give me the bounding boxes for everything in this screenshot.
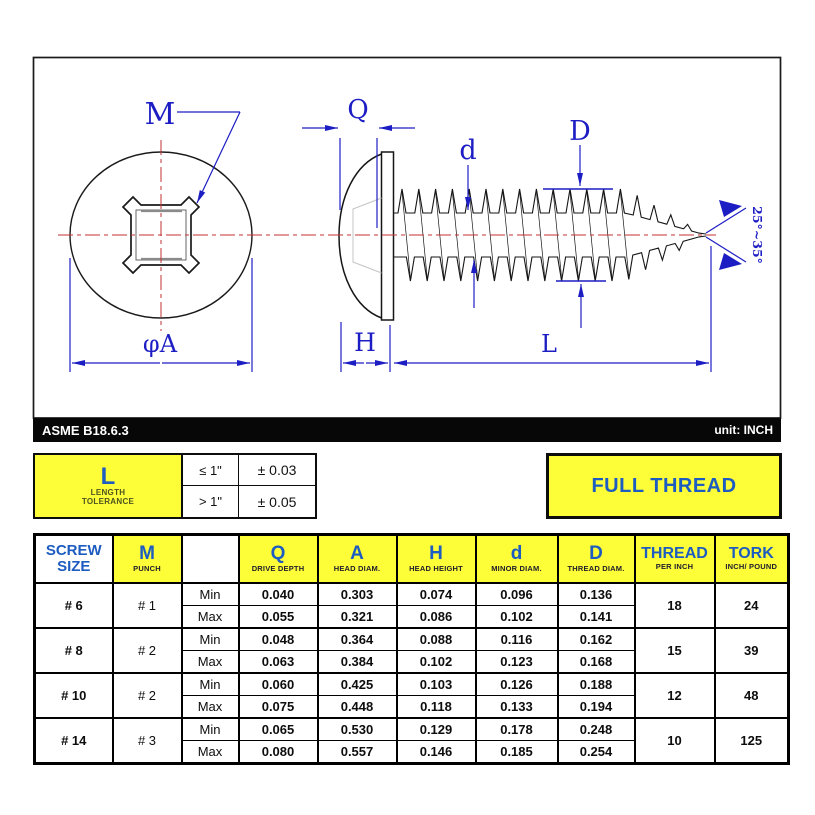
tolerance-label-line1: LENGTH bbox=[90, 488, 126, 497]
table-row-14-min: # 14 # 3 Min 0.065 0.530 0.129 0.178 0.248 10 125 bbox=[35, 718, 789, 741]
tolerance-symbol: L bbox=[100, 463, 116, 490]
label-minor-diam: d bbox=[459, 135, 477, 166]
table-row-6-min: # 6 # 1 Min 0.040 0.303 0.074 0.096 0.136 18 24 bbox=[35, 583, 789, 606]
header-thread-diam: D THREAD DIAM. bbox=[558, 535, 635, 584]
header-blank bbox=[182, 535, 239, 584]
standard-label: ASME B18.6.3 bbox=[42, 423, 129, 438]
label-drive-depth: Q bbox=[347, 95, 369, 125]
label-punch: M bbox=[144, 97, 176, 132]
tolerance-condition-1: ≤ 1" bbox=[183, 455, 239, 486]
header-drive-depth: Q DRIVE DEPTH bbox=[239, 535, 318, 584]
head-washer-face bbox=[382, 152, 394, 320]
spec-table bbox=[33, 533, 790, 765]
tolerance-symbol-cell bbox=[35, 455, 183, 517]
table-header-row bbox=[35, 535, 789, 584]
label-thread-diam: D bbox=[569, 116, 591, 147]
unit-label: unit: INCH bbox=[714, 423, 773, 437]
table-row-8-max: Max 0.063 0.384 0.102 0.123 0.168 bbox=[35, 651, 789, 674]
title-bar bbox=[33, 418, 781, 442]
header-tork: TORK INCH/ POUND bbox=[715, 535, 789, 584]
header-head-height: H HEAD HEIGHT bbox=[397, 535, 476, 584]
label-head-height: H bbox=[354, 328, 376, 357]
full-thread-badge: FULL THREAD bbox=[546, 453, 782, 519]
table-row-8-min: # 8 # 2 Min 0.048 0.364 0.088 0.116 0.162 15 39 bbox=[35, 628, 789, 651]
label-length: L bbox=[541, 330, 557, 358]
table-row-10-max: Max 0.075 0.448 0.118 0.133 0.194 bbox=[35, 696, 789, 719]
tolerance-value-1: ± 0.03 bbox=[239, 455, 315, 486]
label-head-diam: φA bbox=[142, 330, 178, 358]
tolerance-values bbox=[183, 455, 315, 517]
header-thread-per-inch: THREAD PER INCH bbox=[635, 535, 715, 584]
tolerance-value-2: ± 0.05 bbox=[257, 493, 297, 510]
table-row-6-max: Max 0.055 0.321 0.086 0.102 0.141 bbox=[35, 606, 789, 629]
tolerance-condition-2: > 1" bbox=[183, 486, 239, 517]
label-point-angle: 25°~35° bbox=[750, 206, 765, 264]
length-tolerance-box bbox=[33, 453, 317, 519]
header-minor-diam: d MINOR DIAM. bbox=[476, 535, 558, 584]
table-row-14-max: Max 0.080 0.557 0.146 0.185 0.254 bbox=[35, 741, 789, 764]
header-punch: M PUNCH bbox=[113, 535, 182, 584]
header-head-diam: A HEAD DIAM. bbox=[318, 535, 397, 584]
header-screw-size: SCREW SIZE bbox=[35, 535, 113, 584]
table-row-10-min: # 10 # 2 Min 0.060 0.425 0.103 0.126 0.188 12 48 bbox=[35, 673, 789, 696]
tolerance-label-line2: TOLERANCE bbox=[81, 497, 135, 506]
